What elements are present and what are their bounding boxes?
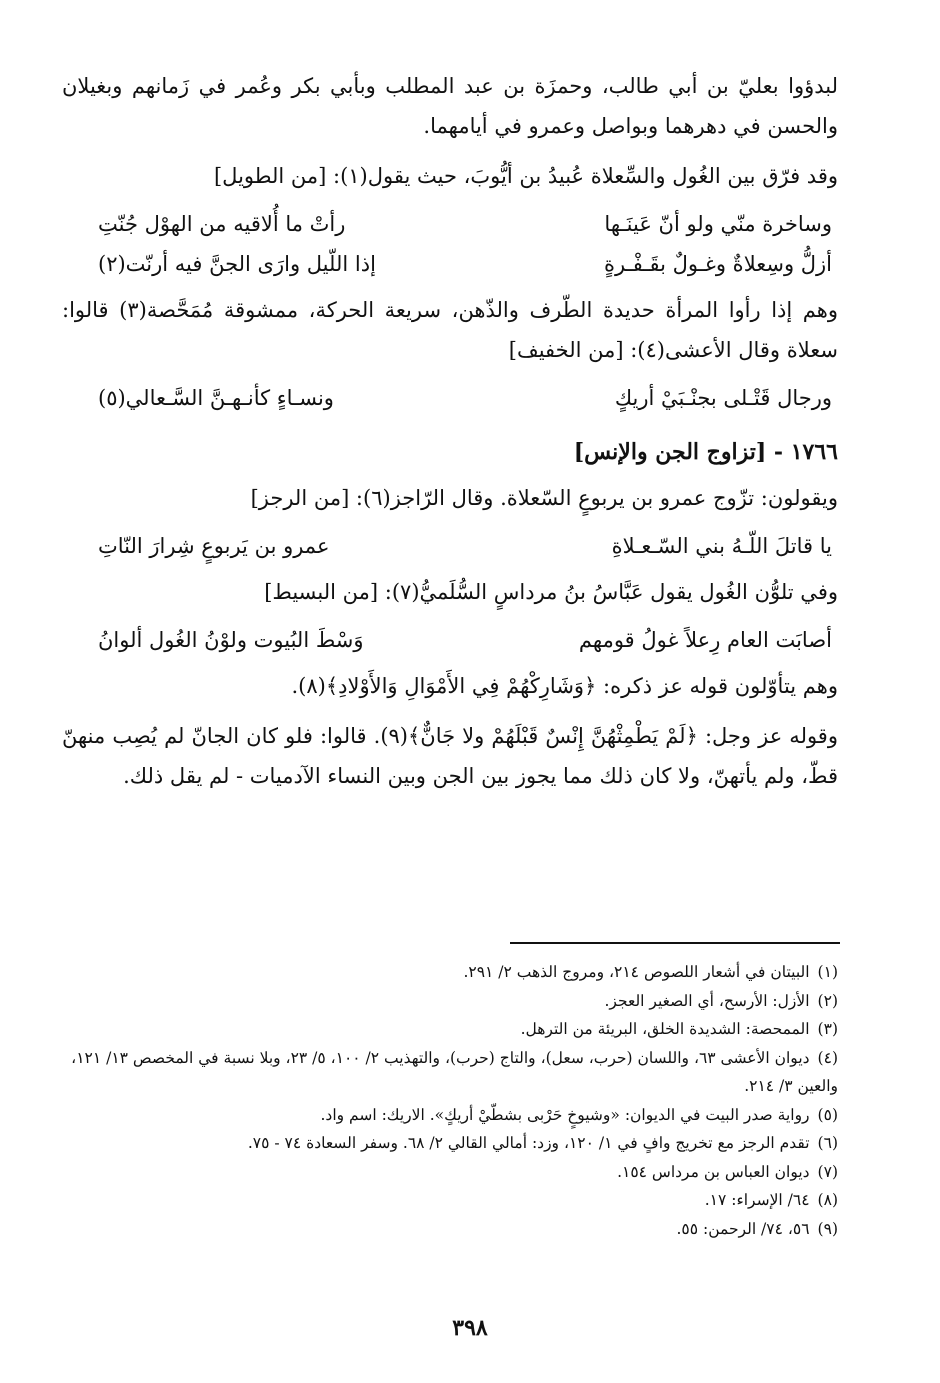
footnote-separator xyxy=(510,942,840,944)
footnote xyxy=(62,1015,838,1044)
paragraph-2: وقد فرّق بين الغُول والسِّعلاة عُبيدُ بن أيُّوبَ، حيث يقول(١): [من الطويل] xyxy=(213,164,838,188)
main-text xyxy=(62,66,838,796)
paragraph-3: وهم إذا رأوا المرأة حديدة الطّرف والذّهن، سريعة الحركة، ممشوقة مُمَحَّصة(٣) قالوا: سعلاة وقال الأعشى(٤): [من الخفيف] xyxy=(62,298,839,362)
footnote-number: (٦) xyxy=(817,1134,838,1152)
footnotes xyxy=(62,958,838,1243)
footnote-number: (٢) xyxy=(817,991,838,1010)
verse-group-4 xyxy=(62,620,838,660)
footnote-text: الممحصة: الشديدة الخلق، البريئة من الترهل. xyxy=(520,1020,810,1038)
verse-group-2 xyxy=(62,378,838,418)
paragraph-1: لبدؤوا بعليّ بن أبي طالب، وحمزَة بن عبد المطلب وبأبي بكر وعُمر في زَمانهم وبغيلان والحسن في دهرهما وبواصل وعمرو في أيامهما. xyxy=(62,74,838,138)
paragraph-5: وفي تلوُّن الغُول يقول عَبَّاسُ بنُ مرداسٍ السُّلَميُّ(٧): [من البسيط] xyxy=(264,580,838,604)
verse-hemistich-second: وَسْطَ البُيوت ولوْنُ الغُول ألوانُ xyxy=(98,628,364,652)
footnote-text: ديوان العباس بن مرداس ١٥٤. xyxy=(617,1162,810,1181)
verse-group-3 xyxy=(62,526,838,566)
footnote-text: رواية صدر البيت في الديوان: «وشيوخٍ حَرْبى بشطّيْ أريكٍ». الاريك: اسم واد. xyxy=(320,1105,810,1124)
footnote-text: الأزل: الأرسح، أي الصغير العجز. xyxy=(604,991,810,1010)
footnote xyxy=(62,958,838,987)
footnote xyxy=(62,1129,838,1158)
section-heading: ١٧٦٦ - [تزاوج الجن والإنس] xyxy=(573,439,838,465)
footnote xyxy=(62,1215,838,1244)
footnote-text: تقدم الرجز مع تخريج وافٍ في ١/ ١٢٠، وزد: أمالي القالي ٢/ ٦٨. وسفر السعادة ٧٤ - ٧٥. xyxy=(247,1134,810,1152)
verse-hemistich-first: أزلُّ وسِعلاةٌ وغـولٌ بقَـفْـرةٍ xyxy=(603,252,832,276)
footnote-number: (٧) xyxy=(817,1162,838,1181)
footnote xyxy=(62,987,838,1016)
verse-line xyxy=(62,378,838,418)
footnote xyxy=(62,1044,838,1101)
footnote xyxy=(62,1186,838,1215)
verse-hemistich-second: رأتْ ما أُلاقيه من الهوْل جُنّتِ xyxy=(98,212,346,236)
footnote-number: (٥) xyxy=(817,1105,838,1124)
verse-hemistich-first: أصابَت العام رِعلاً غولُ قومهم xyxy=(578,628,832,652)
footnote-number: (١) xyxy=(817,963,838,981)
paragraph-4: ويقولون: تزّوج عمرو بن يربوعٍ السّعلاة. وقال الرّاجز(٦): [من الرجز] xyxy=(250,486,838,510)
paragraph-7: وقوله عز وجل: ﴿لَمْ يَطْمِثْهُنَّ إِنْسٌ قَبْلَهُمْ ولا جَانٌّ﴾(٩). قالوا: فلو كان الجانّ لم يُصِب منهنّ قطّ، ولم يأتهنّ، ولا كان ذلك مما يجوز بين الجن وبين النساء الآدميات - لم يقل ذلك. xyxy=(62,724,838,788)
footnote xyxy=(62,1158,838,1187)
verse-hemistich-second: ونسـاءٍ كأنـهـنَّ السَّـعالي(٥) xyxy=(98,386,334,410)
paragraph-6: وهم يتأوّلون قوله عز ذكره: ﴿وَشَارِكْهُمْ فِي الأَمْوَالِ وَالأَوْلادِ﴾(٨). xyxy=(291,674,838,698)
verse-hemistich-second: إذا اللّيل وارَى الجنَّ فيه أرنّت(٢) xyxy=(98,252,376,276)
footnote xyxy=(62,1101,838,1130)
footnote-number: (٩) xyxy=(817,1219,838,1238)
verse-line xyxy=(62,526,838,566)
verse-group-1 xyxy=(62,204,838,284)
verse-hemistich-second: عمرو بن يَربوعٍ شِرارَ النّاتِ xyxy=(98,534,330,558)
verse-hemistich-first: يا قاتلَ اللّـهُ بني السّـعـلاةِ xyxy=(611,534,832,558)
footnote-number: (٣) xyxy=(817,1020,838,1038)
footnote-text: ٥٦، ٧٤/ الرحمن: ٥٥. xyxy=(676,1219,810,1238)
footnote-text: ديوان الأعشى ٦٣، واللسان (حرب، سعل)، والتاج (حرب)، والتهذيب ٢/ ١٠٠، ٥/ ٢٣، وبلا نسبة في المخصص ١٣/ ١٢١، والعين ٣/ ٢١٤. xyxy=(71,1048,838,1095)
verse-line xyxy=(62,204,838,244)
footnote-text: ٦٤/ الإسراء: ١٧. xyxy=(704,1191,810,1209)
verse-line xyxy=(62,244,838,284)
footnote-text: البيتان في أشعار اللصوص ٢١٤، ومروج الذهب ٢/ ٢٩١. xyxy=(463,963,810,981)
verse-hemistich-first: ورجال قَتْـلى بجنْـبَيْ أريكٍ xyxy=(614,386,832,410)
footnote-number: (٤) xyxy=(817,1048,838,1067)
footnote-number: (٨) xyxy=(817,1191,838,1209)
verse-hemistich-first: وساخرة منّي ولو أنّ عَينَـها xyxy=(604,212,832,236)
page-number: ٣٩٨ xyxy=(452,1315,488,1341)
verse-line xyxy=(62,620,838,660)
